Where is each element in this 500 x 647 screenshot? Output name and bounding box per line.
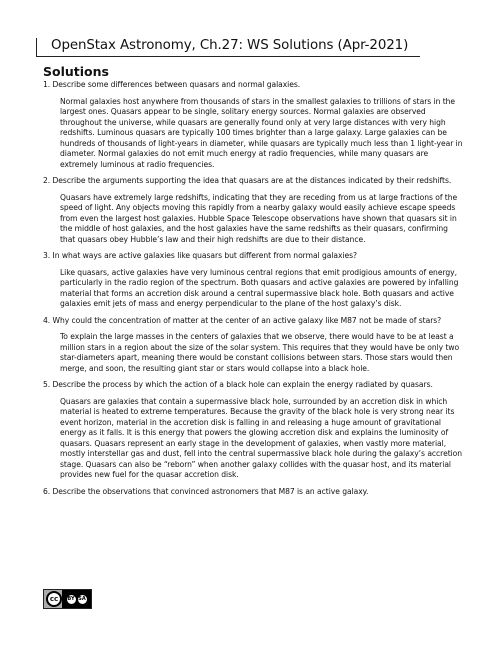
document-title: OpenStax Astronomy, Ch.27: WS Solutions (Apr-2021)	[51, 38, 409, 53]
license-terms	[62, 590, 91, 608]
cc-icon: cc	[46, 591, 62, 607]
answer-5: Quasars are galaxies that contain a supermassive black hole, surrounded by an accretion disk in which material is heated to extreme temperatures. Because the gravity of the black hole is very strong near its event horizon, material in the accretion disk is falling in and releasing a huge amount of gravitational energy as it falls. It is this energy that powers the glowing accretion disk and explains the luminosity of quasars. Quasars represent an early stage in the development of galaxies, when vastly more material, mostly interstellar gas and dust, fell into the central supermassive black hole during the galaxy’s accretion stage. Quasars can also be “reborn” when another galaxy collides with the quasar host, and its material provides new fuel for the quasar accretion disk.	[60, 396, 463, 479]
answer-4: To explain the large masses in the centers of galaxies that we observe, there would have to be at least a million stars in a region about the size of the solar system. This requires that they would have be only two star-diameters apart, meaning there would be constant collisions between stars. Those stars would then merge, and soon, the resulting giant star or stars would collapse into a black hole.	[60, 332, 460, 373]
section-title: Solutions	[43, 64, 109, 79]
question-4: 4. Why could the concentration of matter at the center of an active galaxy like M87 not be made of stars?	[43, 315, 442, 325]
solution-item	[43, 487, 463, 498]
question-5: 5. Describe the process by which the action of a black hole can explain the energy radiated by quasars.	[43, 380, 433, 389]
document-header	[36, 38, 420, 57]
question-2: 2. Describe the arguments supporting the idea that quasars are at the distances indicated by their redshifts.	[43, 176, 452, 185]
solution-item	[43, 316, 463, 375]
share-alike-icon: SA	[78, 596, 86, 602]
attribution-icon: BY	[67, 596, 75, 602]
cc-license-badge[interactable]	[43, 589, 92, 609]
question-3: 3. In what ways are active galaxies like quasars but different from normal galaxies?	[43, 251, 358, 260]
solution-item	[43, 380, 463, 481]
solution-item	[43, 176, 463, 245]
answer-2: Quasars have extremely large redshifts, indicating that they are receding from us at large fractions of the speed of light. Any objects moving this rapidly from a nearby galaxy would easily achieve escape speeds from even the largest host galaxies. Hubble Space Telescope observations have shown that quasars sit in the middle of host galaxies, and the host galaxies have the same redshifts as their quasars, confirming that quasars obey Hubble’s law and their high redshifts are due to their distance.	[60, 192, 458, 244]
answer-3: Like quasars, active galaxies have very luminous central regions that emit prodigious amounts of energy, particularly in the radio region of the spectrum. Both quasars and active galaxies are powered by infalling material that forms an accretion disk around a central supermassive black hole. Both quasars and active galaxies emit jets of mass and energy perpendicular to the plane of the host galaxy’s disk.	[60, 267, 459, 308]
question-1: 1. Describe some differences between quasars and normal galaxies.	[43, 80, 301, 89]
license-footer	[43, 589, 92, 609]
solutions-list	[43, 80, 463, 497]
solution-item	[43, 80, 463, 170]
answer-1: Normal galaxies host anywhere from thousands of stars in the smallest galaxies to trillions of stars in the largest ones. Quasars appear to be single, solitary energy sources. Normal galaxies are observed throughout the universe, while quasars are generally found only at very large distances with very high redshifts. Luminous quasars are typically 100 times brighter than a large galaxy. Large galaxies can be hundreds of thousands of light-years in diameter, while quasars are typically much less than 1 light-year in diameter. Normal galaxies do not emit much energy at radio frequencies, while many quasars are extremely luminous at radio frequencies.	[60, 96, 463, 169]
solution-item	[43, 251, 463, 310]
question-6: 6. Describe the observations that convinced astronomers that M87 is an active galaxy.	[43, 486, 369, 496]
